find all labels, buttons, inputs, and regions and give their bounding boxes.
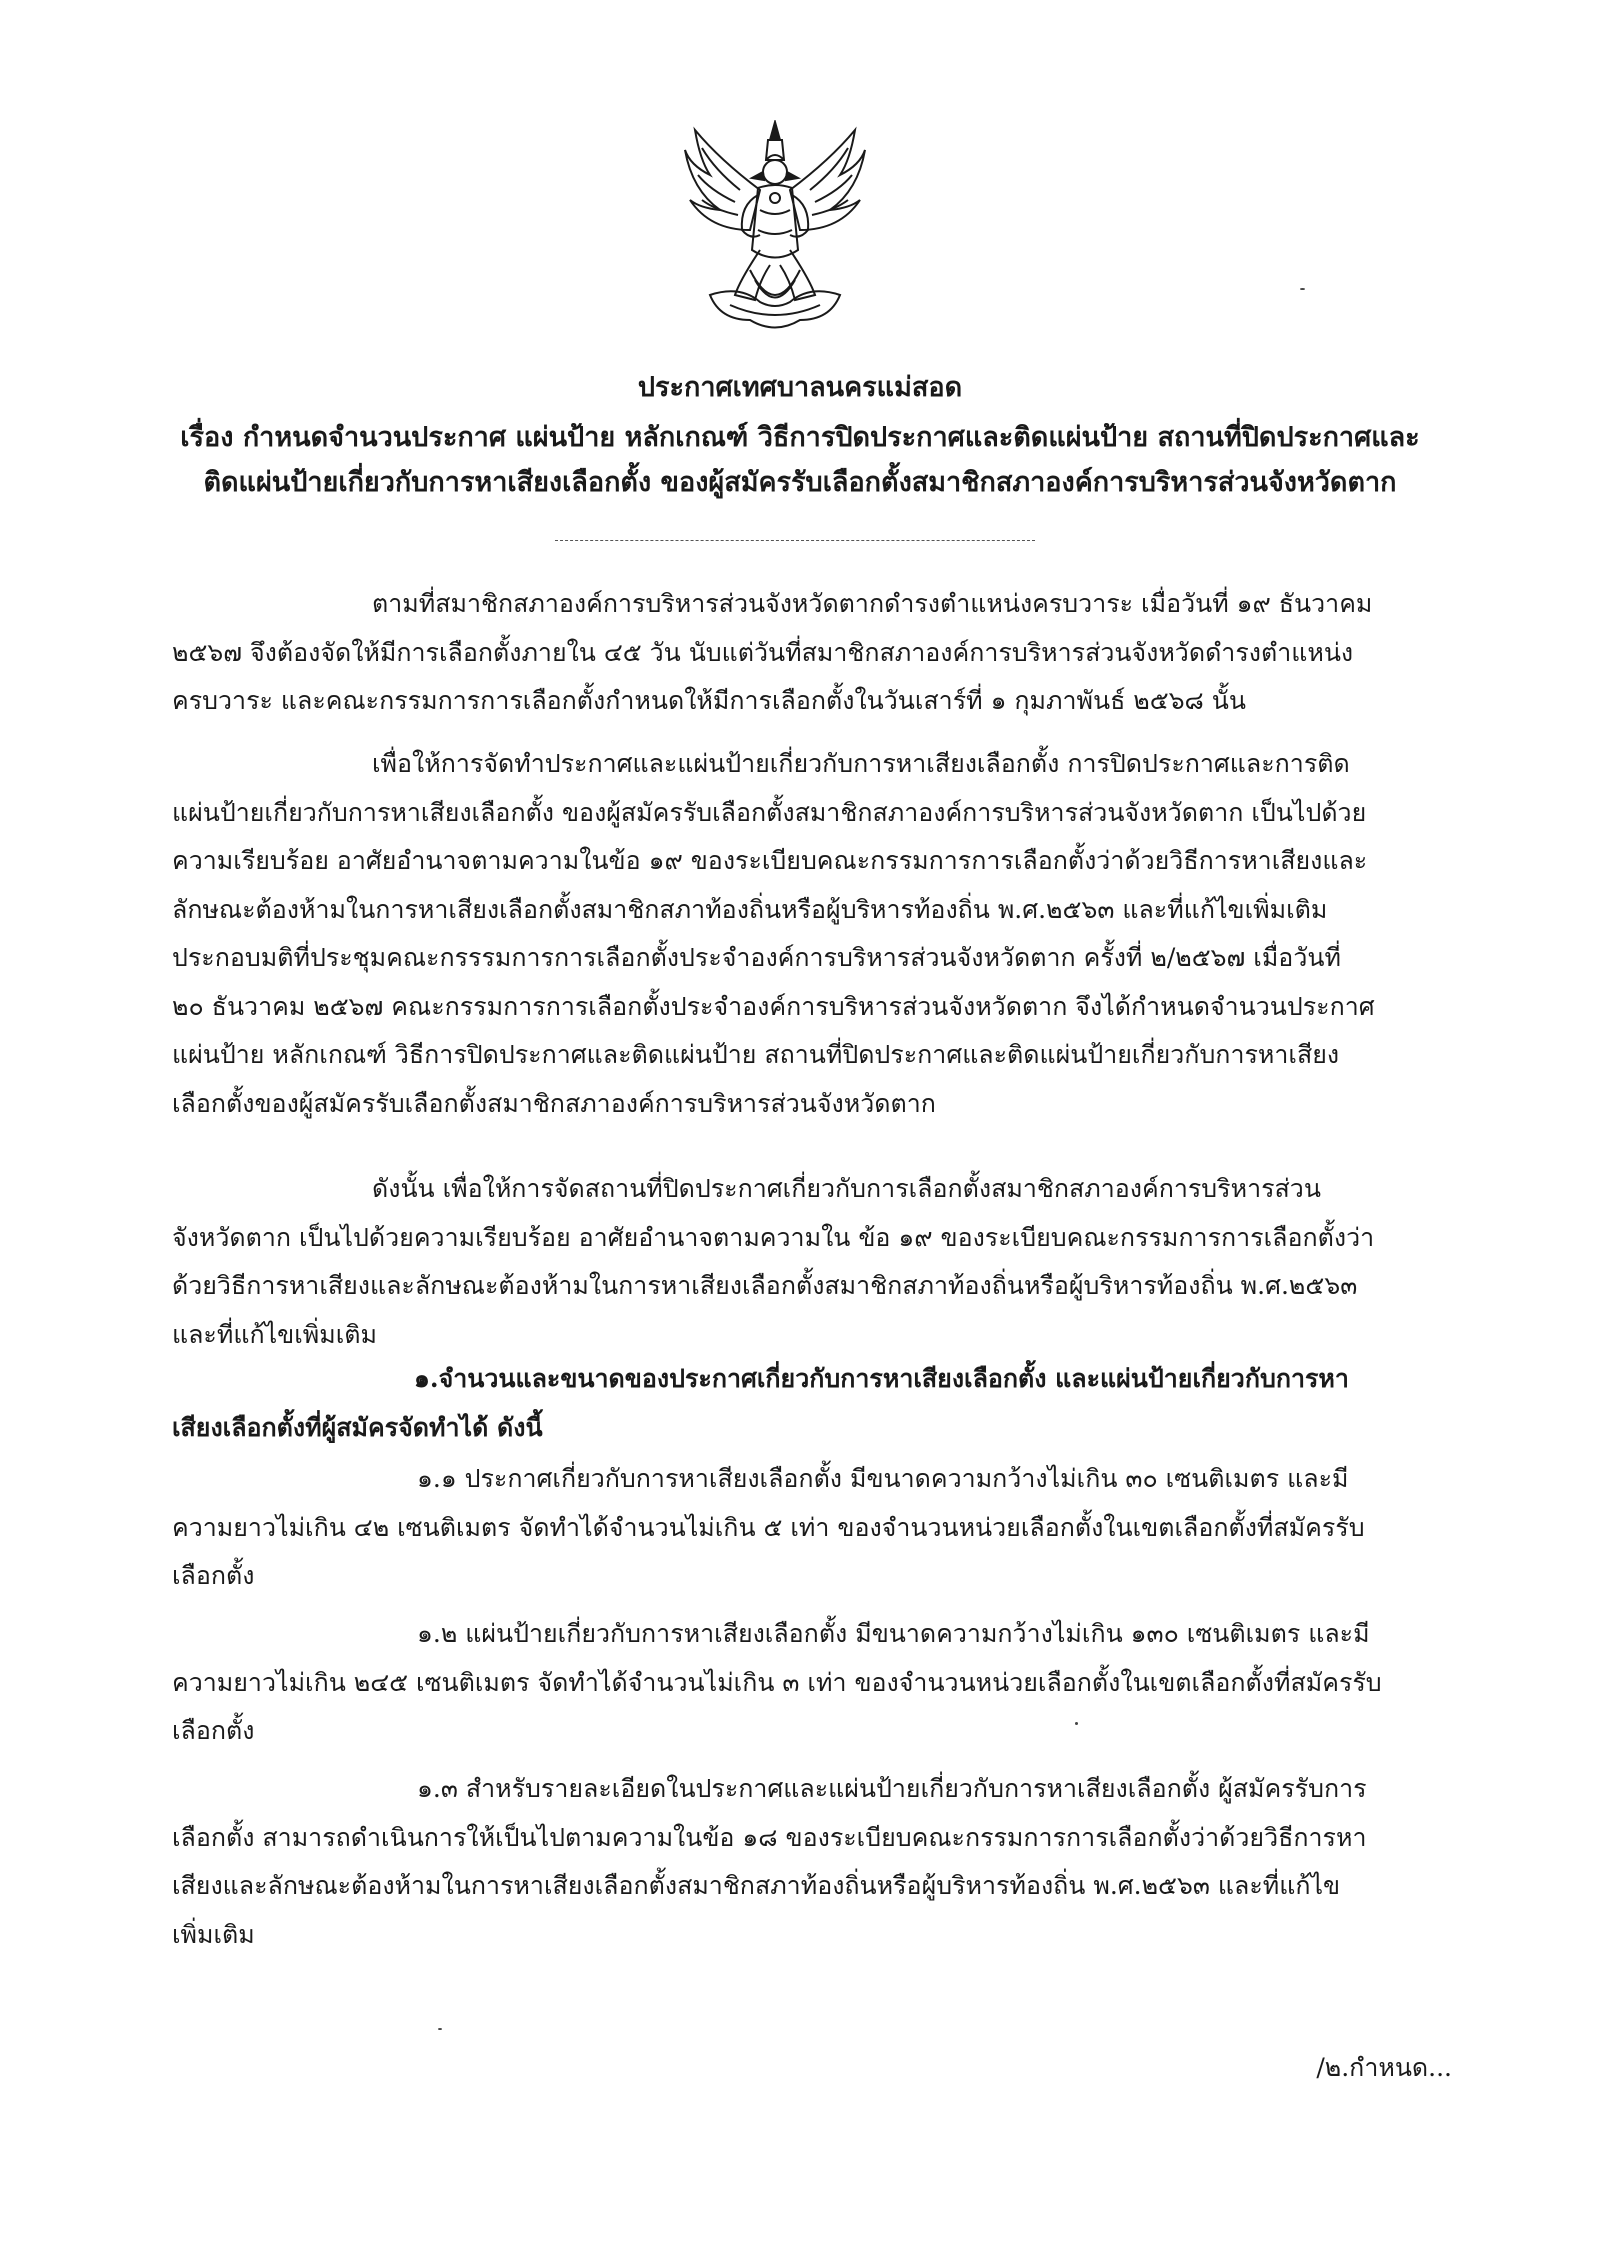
paragraph-intro bbox=[172, 580, 1470, 726]
paragraph-line: แผ่นป้ายเกี่ยวกับการหาเสียงเลือกตั้ง ของผู้สมัครรับเลือกตั้งสมาชิกสภาองค์การบริหารส่วนจังหวัดตาก เป็นไปด้วย bbox=[172, 797, 1367, 827]
clause-1-3 bbox=[172, 1765, 1470, 1959]
paragraph-line: ๑.๓ สำหรับรายละเอียดในประกาศและแผ่นป้ายเกี่ยวกับการหาเสียงเลือกตั้ง ผู้สมัครรับการ bbox=[417, 1774, 1367, 1803]
section-heading-line: ๑.จำนวนและขนาดของประกาศเกี่ยวกับการหาเสียงเลือกตั้ง และแผ่นป้ายเกี่ยวกับการหา bbox=[414, 1364, 1349, 1393]
section-heading-line: เสียงเลือกตั้งที่ผู้สมัครจัดทำได้ ดังนี้ bbox=[172, 1412, 543, 1442]
paragraph-line: เลือกตั้ง bbox=[172, 1716, 255, 1745]
section-1-heading bbox=[172, 1355, 1470, 1452]
paragraph-line: ความยาวไม่เกิน ๔๒ เซนติเมตร จัดทำได้จำนวนไม่เกิน ๕ เท่า ของจำนวนหน่วยเลือกตั้งในเขตเลือกตั้งที่สมัครรับ bbox=[172, 1512, 1365, 1542]
divider bbox=[555, 540, 1035, 541]
paragraph-line: ตามที่สมาชิกสภาองค์การบริหารส่วนจังหวัดตากดำรงตำแหน่งครบวาระ เมื่อวันที่ ๑๙ ธันวาคม bbox=[372, 589, 1373, 618]
continuation-marker: /๒.กำหนด... bbox=[1316, 2053, 1452, 2082]
subject-line-1: เรื่อง กำหนดจำนวนประกาศ แผ่นป้าย หลักเกณฑ์ วิธีการปิดประกาศและติดแผ่นป้าย สถานที่ปิดประกาศและ bbox=[180, 422, 1420, 453]
paragraph-line: เสียงและลักษณะต้องห้ามในการหาเสียงเลือกตั้งสมาชิกสภาท้องถิ่นหรือผู้บริหารท้องถิ่น พ.ศ.๒๕๖๓ และที่แก้ไข bbox=[172, 1871, 1341, 1900]
paragraph-line: เลือกตั้ง สามารถดำเนินการให้เป็นไปตามความในข้อ ๑๘ ของระเบียบคณะกรรมการการเลือกตั้งว่าด้วยวิธีการหา bbox=[172, 1822, 1367, 1852]
paragraph-line: ๒๕๖๗ จึงต้องจัดให้มีการเลือกตั้งภายใน ๔๕ วัน นับแต่วันที่สมาชิกสภาองค์การบริหารส่วนจังหวัดดำรงตำแหน่ง bbox=[172, 637, 1354, 667]
paragraph-line: ด้วยวิธีการหาเสียงและลักษณะต้องห้ามในการหาเสียงเลือกตั้งสมาชิกสภาท้องถิ่นหรือผู้บริหารท้องถิ่น พ.ศ.๒๕๖๓ bbox=[172, 1271, 1358, 1300]
paragraph-line: ๒๐ ธันวาคม ๒๕๖๗ คณะกรรมการการเลือกตั้งประจำองค์การบริหารส่วนจังหวัดตาก จึงได้กำหนดจำนวนประกาศ bbox=[172, 991, 1375, 1021]
paragraph-line: เพิ่มเติม bbox=[172, 1919, 255, 1949]
paragraph-line: ๑.๒ แผ่นป้ายเกี่ยวกับการหาเสียงเลือกตั้ง มีขนาดความกว้างไม่เกิน ๑๓๐ เซนติเมตร และมี bbox=[417, 1619, 1370, 1648]
page-title: ประกาศเทศบาลนครแม่สอด bbox=[637, 372, 963, 403]
paragraph-line: ลักษณะต้องห้ามในการหาเสียงเลือกตั้งสมาชิกสภาท้องถิ่นหรือผู้บริหารท้องถิ่น พ.ศ.๒๕๖๓ และที่แก้ไขเพิ่มเติม bbox=[172, 894, 1328, 924]
paragraph-purpose bbox=[172, 740, 1470, 1128]
paragraph-line: ประกอบมติที่ประชุมคณะกรรรมการการเลือกตั้งประจำองค์การบริหารส่วนจังหวัดตาก ครั้งที่ ๒/๒๕๖๗ เมื่อวันที่ bbox=[172, 943, 1341, 972]
paragraph-line: เลือกตั้ง bbox=[172, 1561, 255, 1590]
paragraph-line: เพื่อให้การจัดทำประกาศและแผ่นป้ายเกี่ยวกับการหาเสียงเลือกตั้ง การปิดประกาศและการติด bbox=[372, 749, 1350, 778]
paragraph-line: ครบวาระ และคณะกรรมการการเลือกตั้งกำหนดให้มีการเลือกตั้งในวันเสาร์ที่ ๑ กุมภาพันธ์ ๒๕๖๘ นั้น bbox=[172, 686, 1246, 715]
paragraph-line: และที่แก้ไขเพิ่มเติม bbox=[172, 1319, 378, 1349]
paragraph-line: ความยาวไม่เกิน ๒๔๕ เซนติเมตร จัดทำได้จำนวนไม่เกิน ๓ เท่า ของจำนวนหน่วยเลือกตั้งในเขตเลือกตั้งที่สมัครรับ bbox=[172, 1667, 1382, 1697]
paragraph-line: ดังนั้น เพื่อให้การจัดสถานที่ปิดประกาศเกี่ยวกับการเลือกตั้งสมาชิกสภาองค์การบริหารส่วน bbox=[372, 1174, 1321, 1203]
scan-speck bbox=[438, 2028, 442, 2030]
paragraph-line: เลือกตั้งของผู้สมัครรับเลือกตั้งสมาชิกสภาองค์การบริหารส่วนจังหวัดตาก bbox=[172, 1088, 936, 1118]
clause-1-2 bbox=[172, 1610, 1470, 1756]
garuda-emblem-icon bbox=[680, 120, 870, 340]
paragraph-line: ๑.๑ ประกาศเกี่ยวกับการหาเสียงเลือกตั้ง มีขนาดความกว้างไม่เกิน ๓๐ เซนติเมตร และมี bbox=[417, 1464, 1349, 1493]
paragraph-therefore bbox=[172, 1165, 1470, 1359]
scan-speck bbox=[1300, 288, 1305, 290]
scan-speck bbox=[1075, 1722, 1078, 1725]
subject-line-2: ติดแผ่นป้ายเกี่ยวกับการหาเสียงเลือกตั้ง ของผู้สมัครรับเลือกตั้งสมาชิกสภาองค์การบริหารส่วนจังหวัดตาก bbox=[203, 467, 1397, 498]
paragraph-line: จังหวัดตาก เป็นไปด้วยความเรียบร้อย อาศัยอำนาจตามความใน ข้อ ๑๙ ของระเบียบคณะกรรมการการเลือกตั้งว่า bbox=[172, 1222, 1375, 1252]
paragraph-line: ความเรียบร้อย อาศัยอำนาจตามความในข้อ ๑๙ ของระเบียบคณะกรรมการการเลือกตั้งว่าด้วยวิธีการหาเสียงและ bbox=[172, 846, 1368, 875]
paragraph-line: แผ่นป้าย หลักเกณฑ์ วิธีการปิดประกาศและติดแผ่นป้าย สถานที่ปิดประกาศและติดแผ่นป้ายเกี่ยวกับการหาเสียง bbox=[172, 1040, 1340, 1069]
clause-1-1 bbox=[172, 1455, 1470, 1601]
